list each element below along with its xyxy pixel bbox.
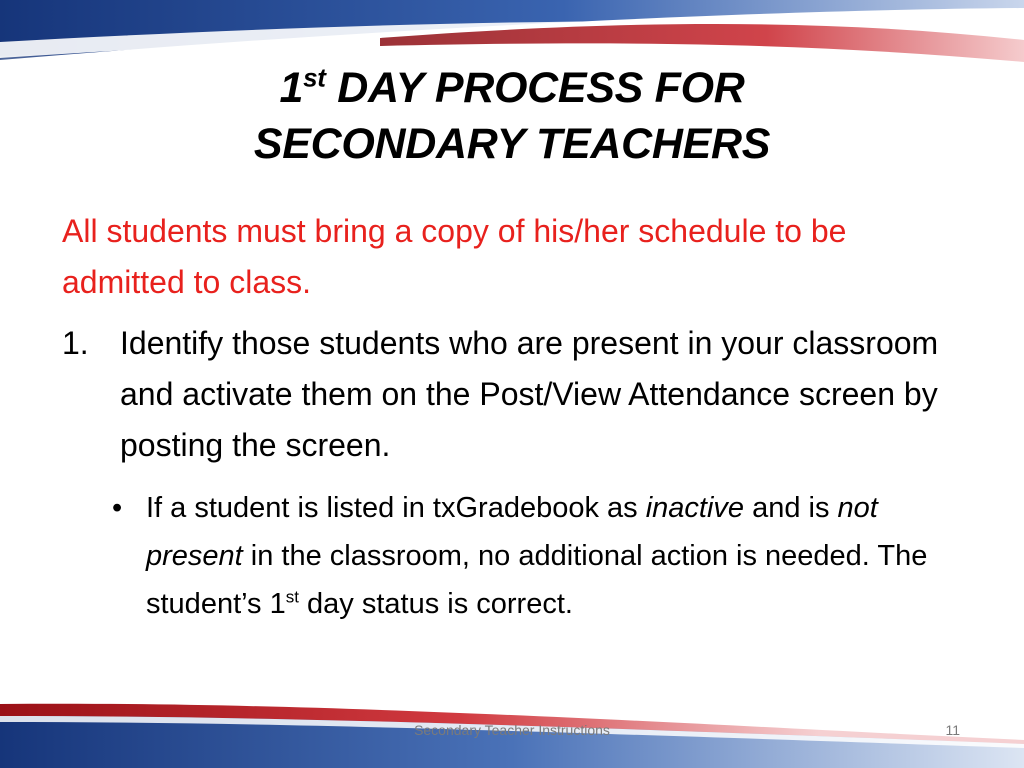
footer-text: Secondary Teacher Instructions <box>414 722 610 738</box>
page-number: 11 <box>945 722 960 738</box>
bullet-icon: • <box>112 492 123 524</box>
list-item-text: Identify those students who are present in your classroom and activate them on the Post/View Attendance screen by posting the screen. <box>120 325 939 463</box>
title-line-1: 1st DAY PROCESS FOR <box>279 62 745 112</box>
title-line-2: SECONDARY TEACHERS <box>253 120 771 168</box>
list-item-number: 1. <box>62 325 89 361</box>
sub-bullet-text: If a student is listed in txGradebook as inactive and is not present in the classroom, no additional action is needed. The student’s 1st day status is correct. <box>146 492 928 620</box>
slide-title <box>112 60 912 172</box>
requirement-note: All students must bring a copy of his/her schedule to be admitted to class. <box>62 213 847 300</box>
